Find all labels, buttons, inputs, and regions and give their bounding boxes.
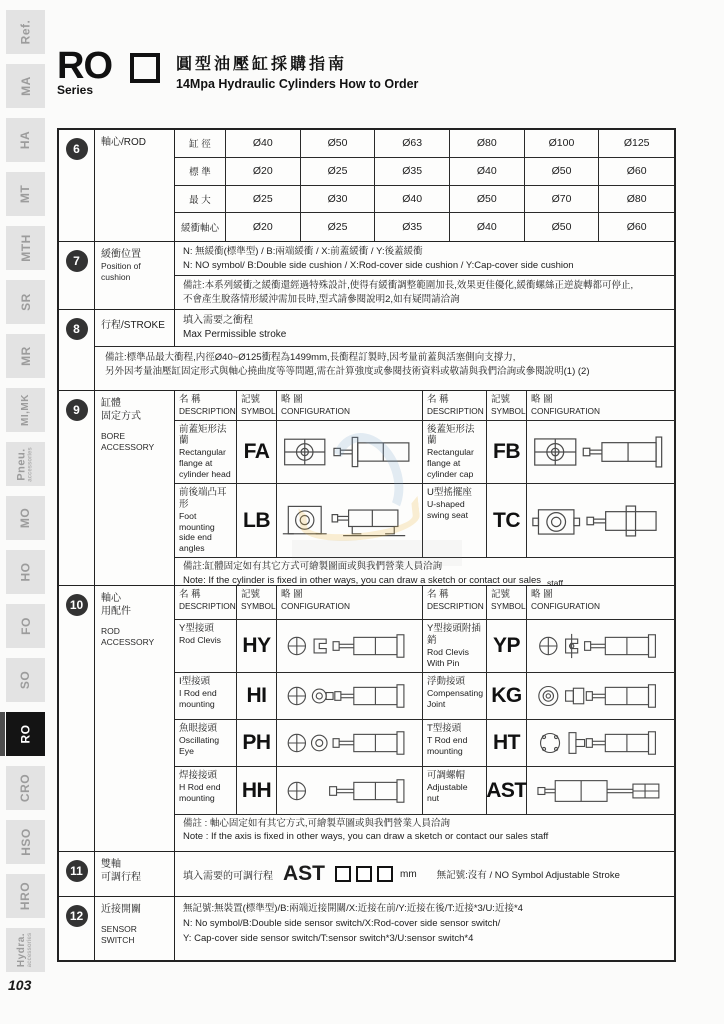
- sidebar-tab-ha[interactable]: [6, 118, 45, 162]
- page-number: 103: [8, 977, 32, 993]
- section-number-cell: [59, 310, 95, 390]
- rod-value-cell: Ø20: [226, 158, 301, 186]
- section-11-badge: 11: [66, 860, 88, 882]
- label-zh: 用配件: [101, 606, 131, 618]
- symbol-ast: AST: [487, 767, 527, 813]
- tab-label: RO: [18, 724, 33, 744]
- adjustable-suffix: 無記號:沒有 / NO Symbol Adjustable Stroke: [436, 870, 620, 882]
- accessory-row: 魚眼接頭 Oscillating Eye PH T型接頭 T Rod end mounting HT: [175, 720, 675, 767]
- section-cushion: [59, 241, 674, 309]
- rod-accessory-grid: [175, 586, 675, 850]
- rod-row-label: 緩衝軸心: [175, 213, 226, 241]
- bore-accessory-grid: [175, 391, 675, 588]
- sensor-section-label: [95, 897, 175, 960]
- accessory-row: I型接頭 I Rod end mounting HI 浮動接頭 Compensating Joint KG: [175, 673, 675, 720]
- cushion-content: [175, 242, 674, 309]
- label-en: ACCESSORY: [101, 637, 155, 648]
- section-rod-accessory: [59, 585, 674, 850]
- rod-value-cell: Ø25: [301, 158, 376, 186]
- label-zh: 緩衝位置: [101, 249, 141, 261]
- sensor-line: 無記號:無裝置(標準型)/B:兩端近接開關/X:近接在前/Y:近接在後/T:近接*3/U:近接*4: [183, 903, 523, 915]
- label-zh: 可調行程: [101, 871, 141, 883]
- stroke-digit-box: [377, 866, 393, 882]
- section-number-cell: [59, 130, 95, 241]
- rod-accessory-section-label: [95, 586, 175, 850]
- series-label: Series: [57, 83, 94, 98]
- rod-value-cell: Ø60: [626, 221, 647, 234]
- label-zh: 雙軸: [101, 858, 121, 870]
- sensor-content: [175, 897, 674, 960]
- rod-value-cell: Ø50: [525, 213, 600, 241]
- sidebar-tab-mth[interactable]: [6, 226, 45, 270]
- rod-value-cell: Ø35: [375, 213, 450, 241]
- rod-row-label: 最 大: [175, 186, 226, 214]
- rod-value-cell: Ø100: [525, 130, 600, 158]
- rod-row-label: 標 準: [175, 158, 226, 186]
- ast-diagram-icon: [527, 767, 675, 813]
- page-title-en: 14Mpa Hydraulic Cylinders How to Order: [176, 77, 419, 91]
- accessory-header-row: 名 稱 DESCRIPTION 記號 SYMBOL 略 圖 CONFIGURATION 名 稱 DESCRIPTION 記號 SYMBOL 略 圖 CONFIGURATION: [175, 391, 675, 420]
- lb-diagram-icon: [277, 484, 423, 557]
- rod-value-cell: Ø50: [450, 186, 525, 214]
- section-number-cell: [59, 897, 95, 960]
- symbol-fb: FB: [487, 421, 527, 483]
- order-code-box: [130, 53, 160, 83]
- hi-diagram-icon: [277, 673, 423, 719]
- rod-value-cell: Ø40: [450, 158, 525, 186]
- note-line: 備註:標準品最大衝程,内徑Ø40~Ø125衝程為1499mm,長衝程訂製時,因考量前蓋與活塞側向支撐力,: [105, 351, 516, 363]
- note-line: Note : If the axis is fixed in other ways, you can draw a sketch or contact our sales staff: [183, 831, 549, 843]
- stroke-digit-box: [356, 866, 372, 882]
- label-en: BORE: [101, 431, 126, 442]
- symbol-ph: PH: [237, 720, 277, 766]
- sidebar-tab-ro[interactable]: [6, 712, 45, 756]
- sensor-line: Y: Cap-cover side sensor switch/T:sensor switch*3/U:sensor switch*4: [183, 932, 474, 944]
- tab-label: MTH: [18, 234, 33, 262]
- symbol-lb: LB: [237, 484, 277, 557]
- tab-label: MA: [18, 76, 33, 96]
- rod-value-cell: Ø80: [599, 186, 674, 214]
- stroke-digit-box: [335, 866, 351, 882]
- doc-titles: [176, 51, 418, 91]
- symbol-fa: FA: [237, 421, 277, 483]
- section-sensor-switch: [59, 896, 674, 960]
- rod-value-cell: Ø25: [226, 186, 301, 214]
- stroke-note: [95, 347, 674, 390]
- rod-value-cell: Ø35: [375, 158, 450, 186]
- note-line: 備註:缸體固定如有其它方式可繪製圖面或與我們營業人員洽詢: [183, 561, 443, 573]
- ht-diagram-icon: [527, 720, 675, 766]
- order-guide-table: [57, 128, 676, 962]
- tab-label: MR: [18, 346, 33, 366]
- stroke-line-en: Max Permissible stroke: [183, 329, 287, 341]
- accessory-row: Y型接頭 Rod Clevis HY Y型接頭附插銷 Rod Clevis With Pin YP: [175, 620, 675, 673]
- active-tab-accent: [0, 712, 5, 756]
- cushion-codes-zh: N: 無緩衝(標準型) / B:兩端緩衝 / X:前蓋緩衝 / Y:後蓋緩衝: [183, 246, 423, 258]
- cushion-note: [175, 276, 674, 309]
- label-en: Position of cushion: [101, 261, 141, 283]
- tab-label: HO: [18, 562, 33, 582]
- sidebar-tab-ho[interactable]: [6, 550, 45, 594]
- section-rod: [59, 130, 674, 241]
- section-bore-accessory: [59, 390, 674, 588]
- tab-label: HRO: [18, 881, 33, 911]
- tc-diagram-icon: [527, 484, 675, 557]
- sensor-line: N: No symbol/B:Double side sensor switch/X:Rod-cover side sensor switch/: [183, 918, 501, 930]
- unit-label: mm: [400, 868, 417, 880]
- tab-label: MI,MK: [19, 394, 31, 426]
- cushion-section-label: [95, 242, 175, 309]
- adjustable-section-label: [95, 852, 175, 897]
- section-number-cell: [59, 586, 95, 850]
- rod-value-cell: Ø63: [375, 130, 450, 158]
- accessory-header-row: 名 稱 DESCRIPTION 記號 SYMBOL 略 圖 CONFIGURATION 名 稱 DESCRIPTION 記號 SYMBOL 略 圖 CONFIGURATION: [175, 586, 675, 620]
- cushion-codes-en: N: NO symbol/ B:Double side cushion / X:Rod-cover side cushion / Y:Cap-cover side cushion: [183, 260, 574, 272]
- tab-label: Pneu. accessories: [16, 446, 34, 482]
- fb-diagram-icon: [527, 421, 675, 483]
- sidebar-tab-hydra[interactable]: [6, 928, 45, 972]
- fa-diagram-icon: [277, 421, 423, 483]
- rod-accessory-note: [175, 815, 675, 851]
- tab-label: Ref.: [18, 19, 33, 45]
- symbol-hi: HI: [237, 673, 277, 719]
- label-zh: 近接開關: [101, 904, 141, 916]
- symbol-yp: YP: [487, 620, 527, 672]
- sidebar-tab-hro[interactable]: [6, 874, 45, 918]
- series-block: [57, 45, 112, 98]
- sidebar-tab-ref[interactable]: [6, 10, 45, 54]
- section-6-badge: 6: [66, 138, 88, 160]
- sidebar-tab-pneu[interactable]: [6, 442, 45, 486]
- sidebar-tab-sr[interactable]: [6, 280, 45, 324]
- section-10-badge: 10: [66, 594, 88, 616]
- sidebar-tab-so[interactable]: [6, 658, 45, 702]
- tab-label: MT: [18, 184, 33, 204]
- section-stroke: [59, 309, 674, 390]
- note-line: 備註 : 軸心固定如有其它方式,可繪製草圖或與我們營業人員洽詢: [183, 817, 451, 829]
- accessory-row: 前蓋矩形法蘭 Rectangular flange at cylinder head FA 後蓋矩形法蘭 Rectangular flange at cylinder cap FB: [175, 421, 675, 484]
- rod-value-cell: Ø40: [226, 130, 301, 158]
- label-en: SENSOR: [101, 924, 137, 935]
- sidebar-tab-mo[interactable]: [6, 496, 45, 540]
- series-code: RO: [57, 45, 112, 87]
- page-title-zh: 圓型油壓缸採購指南: [176, 56, 348, 73]
- label-zh: 軸心: [101, 593, 121, 605]
- label-en: ROD: [101, 626, 120, 637]
- rod-size-table: [175, 130, 674, 241]
- sidebar-tab-mr[interactable]: [6, 334, 45, 378]
- rod-value-cell: Ø60: [599, 158, 674, 186]
- rod-value-cell: Ø125: [599, 130, 674, 158]
- symbol-ht: HT: [487, 720, 527, 766]
- symbol-hy: HY: [237, 620, 277, 672]
- tab-label: HA: [18, 130, 33, 150]
- stroke-section-label: 行程/STROKE: [95, 310, 175, 346]
- sidebar-tab-mt[interactable]: [6, 172, 45, 216]
- tab-label: SO: [18, 670, 33, 690]
- rod-value-cell: Ø70: [525, 186, 600, 214]
- tab-label: CRO: [18, 773, 33, 803]
- adjustable-prefix: 填入需要的可調行程: [183, 870, 273, 882]
- bore-section-label: [95, 391, 175, 585]
- section-number-cell: [59, 852, 95, 897]
- ast-code: AST: [283, 862, 325, 886]
- tab-label: MO: [18, 507, 33, 529]
- section-8-badge: 8: [66, 318, 88, 340]
- rod-value-cell: Ø80: [450, 130, 525, 158]
- kg-diagram-icon: [527, 673, 675, 719]
- rod-value-cell: Ø20: [226, 213, 301, 241]
- symbol-hh: HH: [237, 767, 277, 813]
- label-zh: 缸體: [101, 398, 121, 410]
- rod-row-label: 缸 徑: [175, 130, 226, 158]
- rod-value-cell: Ø30: [301, 186, 376, 214]
- section-12-badge: 12: [66, 905, 88, 927]
- stroke-content: [95, 310, 674, 390]
- cushion-codes: [175, 242, 674, 276]
- note-line: 不會產生脫落情形緩沖需加長時,型式請參閱說明2,如有疑問請洽詢: [183, 293, 460, 305]
- tab-label: SR: [18, 293, 33, 311]
- note-line: Note: If the cylinder is fixed in other ways, you can draw a sketch or contact our sales staff: [183, 575, 563, 588]
- section-number-cell: [59, 242, 95, 309]
- sidebar-tab-fo[interactable]: [6, 604, 45, 648]
- label-en: ACCESSORY: [101, 442, 155, 453]
- section-9-badge: 9: [66, 399, 88, 421]
- yp-diagram-icon: [527, 620, 675, 672]
- tab-label: FO: [18, 617, 33, 635]
- note-line: 另外因考量油壓缸固定形式與軸心撓曲度等等問題,需在計算強度或參閱技術資料或敬請與我們洽詢或參閱說明(1) (2): [105, 366, 590, 378]
- page-header: [57, 45, 419, 98]
- ph-diagram-icon: [277, 720, 423, 766]
- symbol-kg: KG: [487, 673, 527, 719]
- section-7-badge: 7: [66, 250, 88, 272]
- rod-value-cell: Ø50: [301, 130, 376, 158]
- tab-label: Hydra. accessories: [16, 932, 34, 968]
- rod-value-cell: Ø25: [301, 213, 376, 241]
- sidebar-tab-mimk[interactable]: [6, 388, 45, 432]
- adjustable-content: [175, 852, 674, 897]
- sidebar-tab-ma[interactable]: [6, 64, 45, 108]
- rod-value-cell: Ø40: [450, 213, 525, 241]
- sidebar: [0, 0, 46, 1024]
- sidebar-tab-cro[interactable]: [6, 766, 45, 810]
- label-en: SWITCH: [101, 935, 135, 946]
- stroke-instruction: [175, 310, 674, 346]
- rod-section-label: 軸心/ROD: [95, 130, 175, 241]
- section-adjustable-stroke: [59, 851, 674, 897]
- tab-label: HSO: [18, 828, 33, 856]
- rod-value-cell: Ø40: [375, 186, 450, 214]
- label-zh: 固定方式: [101, 411, 141, 423]
- hy-diagram-icon: [277, 620, 423, 672]
- note-line: 備註:本系列緩衝之緩衝還經過特殊設計,使得有緩衝調整範圍加長,效果更佳優化,緩衝螺絲正逆旋轉都可停止,: [183, 280, 634, 292]
- sidebar-tab-hso[interactable]: [6, 820, 45, 864]
- accessory-row: 前後端凸耳形 Foot mounting side end angles LB U型搖擺座 U-shaped swing seat TC: [175, 484, 675, 558]
- symbol-tc: TC: [487, 484, 527, 557]
- hh-diagram-icon: [277, 767, 423, 813]
- rod-value-cell: Ø50: [525, 158, 600, 186]
- section-number-cell: [59, 391, 95, 585]
- stroke-line-zh: 填入需要之衝程: [183, 314, 253, 326]
- accessory-row: 焊接接頭 H Rod end mounting HH 可調螺帽 Adjustable nut AST: [175, 767, 675, 814]
